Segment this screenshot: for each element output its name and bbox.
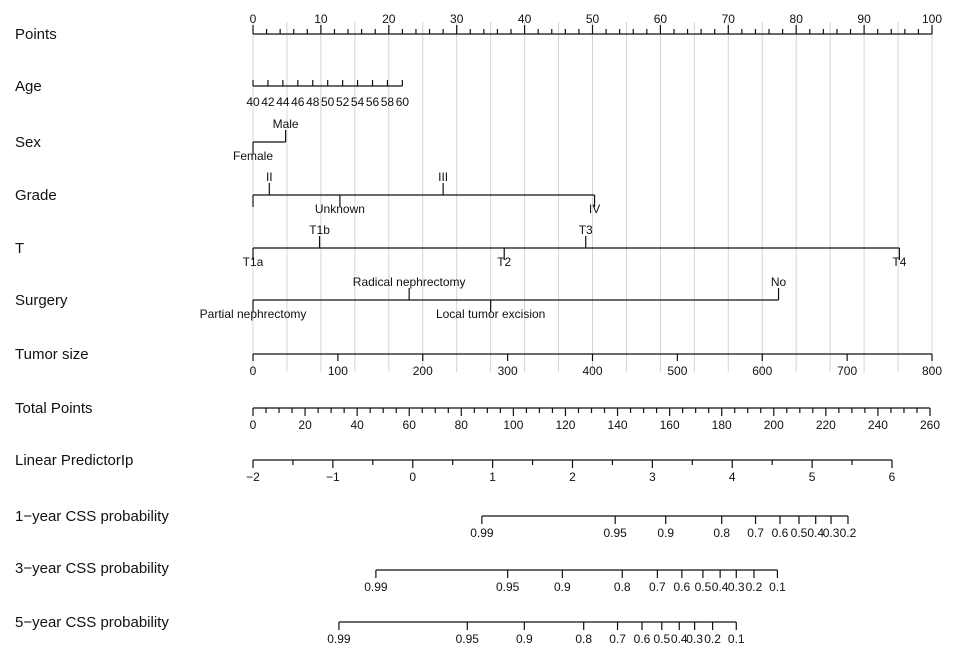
css-1yr-tick-label: 0.4 (807, 526, 825, 540)
age-tick-label: 56 (365, 95, 380, 109)
age-tick-label: 60 (395, 95, 410, 109)
row-label: Surgery (15, 292, 68, 309)
grade-category-label: Unknown (314, 202, 365, 216)
grade-category-label: III (438, 170, 449, 184)
linear-predictor-tick-label: 6 (888, 470, 896, 484)
row-label: 1−year CSS probability (15, 508, 169, 525)
points-tick-label: 90 (857, 12, 871, 26)
css-3yr-tick-label: 0.2 (745, 580, 763, 594)
css-5yr-tick-label: 0.9 (515, 632, 533, 646)
css-1yr-tick-label: 0.9 (657, 526, 675, 540)
surgery-category-label: Local tumor excision (435, 307, 546, 321)
points-tick-label: 10 (314, 12, 328, 26)
row-label: Linear PredictorIp (15, 452, 134, 469)
age-tick-label: 58 (380, 95, 395, 109)
linear-predictor-tick-label: 3 (649, 470, 656, 484)
age-tick-label: 52 (335, 95, 350, 109)
points-tick-label: 60 (653, 12, 668, 26)
linear-predictor-tick-label: 1 (489, 470, 496, 484)
total-points-tick-label: 220 (815, 418, 836, 432)
t-category-label: T3 (578, 223, 593, 237)
points-tick-label: 70 (721, 12, 735, 26)
total-points-tick-label: 260 (919, 418, 941, 432)
css-5yr-tick-label: 0.95 (455, 632, 479, 646)
css-1yr-tick-label: 0.2 (839, 526, 857, 540)
css-3yr-tick-label: 0.95 (495, 580, 520, 594)
css-3yr-tick-label: 0.4 (711, 580, 729, 594)
points-tick-label: 40 (517, 12, 532, 26)
surgery-category-label: No (770, 275, 787, 289)
total-points-tick-label: 80 (454, 418, 468, 432)
gridlines (253, 22, 932, 372)
total-points-tick-label: 140 (607, 418, 628, 432)
row-label: Total Points (15, 400, 93, 417)
css-3yr-tick-label: 0.6 (673, 580, 691, 594)
points-tick-label: 20 (382, 12, 396, 26)
age-tick-label: 40 (246, 95, 260, 109)
total-points-tick-label: 160 (659, 418, 680, 432)
points-tick-label: 30 (450, 12, 464, 26)
tumor-size-tick-label: 400 (582, 364, 603, 378)
age-tick-label: 48 (306, 95, 320, 109)
css-5yr-tick-label: 0.8 (575, 632, 593, 646)
css-1yr-tick-label: 0.5 (790, 526, 808, 540)
surgery-category-label: Radical nephrectomy (352, 275, 466, 289)
row-label: Tumor size (15, 346, 89, 363)
t-category-label: T1a (242, 255, 264, 269)
css-3yr-tick-label: 0.9 (553, 580, 571, 594)
row-label: Age (15, 78, 42, 95)
css-3yr-tick-label: 0.8 (613, 580, 631, 594)
total-points-tick-label: 60 (402, 418, 416, 432)
points-tick-label: 50 (585, 12, 600, 26)
tumor-size-tick-label: 700 (837, 364, 858, 378)
row-label: T (15, 240, 25, 257)
css-5yr-tick-label: 0.1 (727, 632, 745, 646)
grade-category-label: IV (588, 202, 601, 216)
total-points-tick-label: 40 (350, 418, 364, 432)
row-label: Points (15, 26, 57, 43)
css-5yr-tick-label: 0.7 (609, 632, 626, 646)
tumor-size-tick-label: 500 (667, 364, 688, 378)
css-3yr-tick-label: 0.3 (727, 580, 745, 594)
linear-predictor-tick-label: −1 (326, 470, 340, 484)
css-5yr-tick-label: 0.5 (653, 632, 671, 646)
linear-predictor-tick-label: 2 (569, 470, 576, 484)
css-5yr-tick-label: 0.6 (633, 632, 651, 646)
row-label: 3−year CSS probability (15, 560, 169, 577)
css-3yr-tick-label: 0.7 (649, 580, 666, 594)
row-label: 5−year CSS probability (15, 614, 169, 631)
css-1yr-tick-label: 0.8 (713, 526, 731, 540)
sex-category-label: Male (272, 117, 299, 131)
css-1yr-tick-label: 0.95 (603, 526, 627, 540)
points-tick-label: 0 (249, 12, 257, 26)
css-1yr-tick-label: 0.99 (470, 526, 494, 540)
tumor-size-tick-label: 600 (752, 364, 773, 378)
css-5yr-tick-label: 0.99 (327, 632, 351, 646)
css-5yr-tick-label: 0.2 (704, 632, 721, 646)
total-points-tick-label: 200 (763, 418, 784, 432)
linear-predictor-tick-label: 4 (728, 470, 736, 484)
age-tick-label: 54 (350, 95, 365, 109)
total-points-tick-label: 100 (503, 418, 524, 432)
surgery-category-label: Partial nephrectomy (199, 307, 307, 321)
points-tick-label: 100 (921, 12, 943, 26)
age-tick-label: 42 (261, 95, 275, 109)
linear-predictor-tick-label: 5 (808, 470, 816, 484)
tumor-size-tick-label: 200 (412, 364, 433, 378)
css-3yr-tick-label: 0.99 (364, 580, 388, 594)
points-tick-label: 80 (789, 12, 803, 26)
grade-category-label: II (265, 170, 273, 184)
age-tick-label: 50 (321, 95, 335, 109)
nomogram-rows (15, 12, 942, 646)
age-tick-label: 44 (276, 95, 290, 109)
tumor-size-tick-label: 100 (327, 364, 348, 378)
t-category-label: T1b (309, 223, 330, 237)
total-points-tick-label: 180 (711, 418, 732, 432)
t-category-label: T2 (497, 255, 512, 269)
t-category-label: T4 (892, 255, 907, 269)
total-points-tick-label: 20 (298, 418, 312, 432)
css-5yr-tick-label: 0.3 (686, 632, 703, 646)
age-tick-label: 46 (291, 95, 305, 109)
row-label: Sex (15, 134, 41, 151)
tumor-size-tick-label: 300 (497, 364, 518, 378)
css-3yr-tick-label: 0.5 (694, 580, 712, 594)
sex-category-label: Female (232, 149, 274, 163)
css-3yr-tick-label: 0.1 (769, 580, 786, 594)
css-1yr-tick-label: 0.3 (822, 526, 840, 540)
css-1yr-tick-label: 0.7 (747, 526, 764, 540)
linear-predictor-tick-label: −2 (246, 470, 260, 484)
css-1yr-tick-label: 0.6 (771, 526, 789, 540)
tumor-size-tick-label: 0 (249, 364, 257, 378)
tumor-size-tick-label: 800 (921, 364, 943, 378)
total-points-tick-label: 240 (867, 418, 888, 432)
linear-predictor-tick-label: 0 (409, 470, 417, 484)
row-label: Grade (15, 187, 57, 204)
css-5yr-tick-label: 0.4 (670, 632, 688, 646)
total-points-tick-label: 120 (555, 418, 576, 432)
total-points-tick-label: 0 (249, 418, 257, 432)
